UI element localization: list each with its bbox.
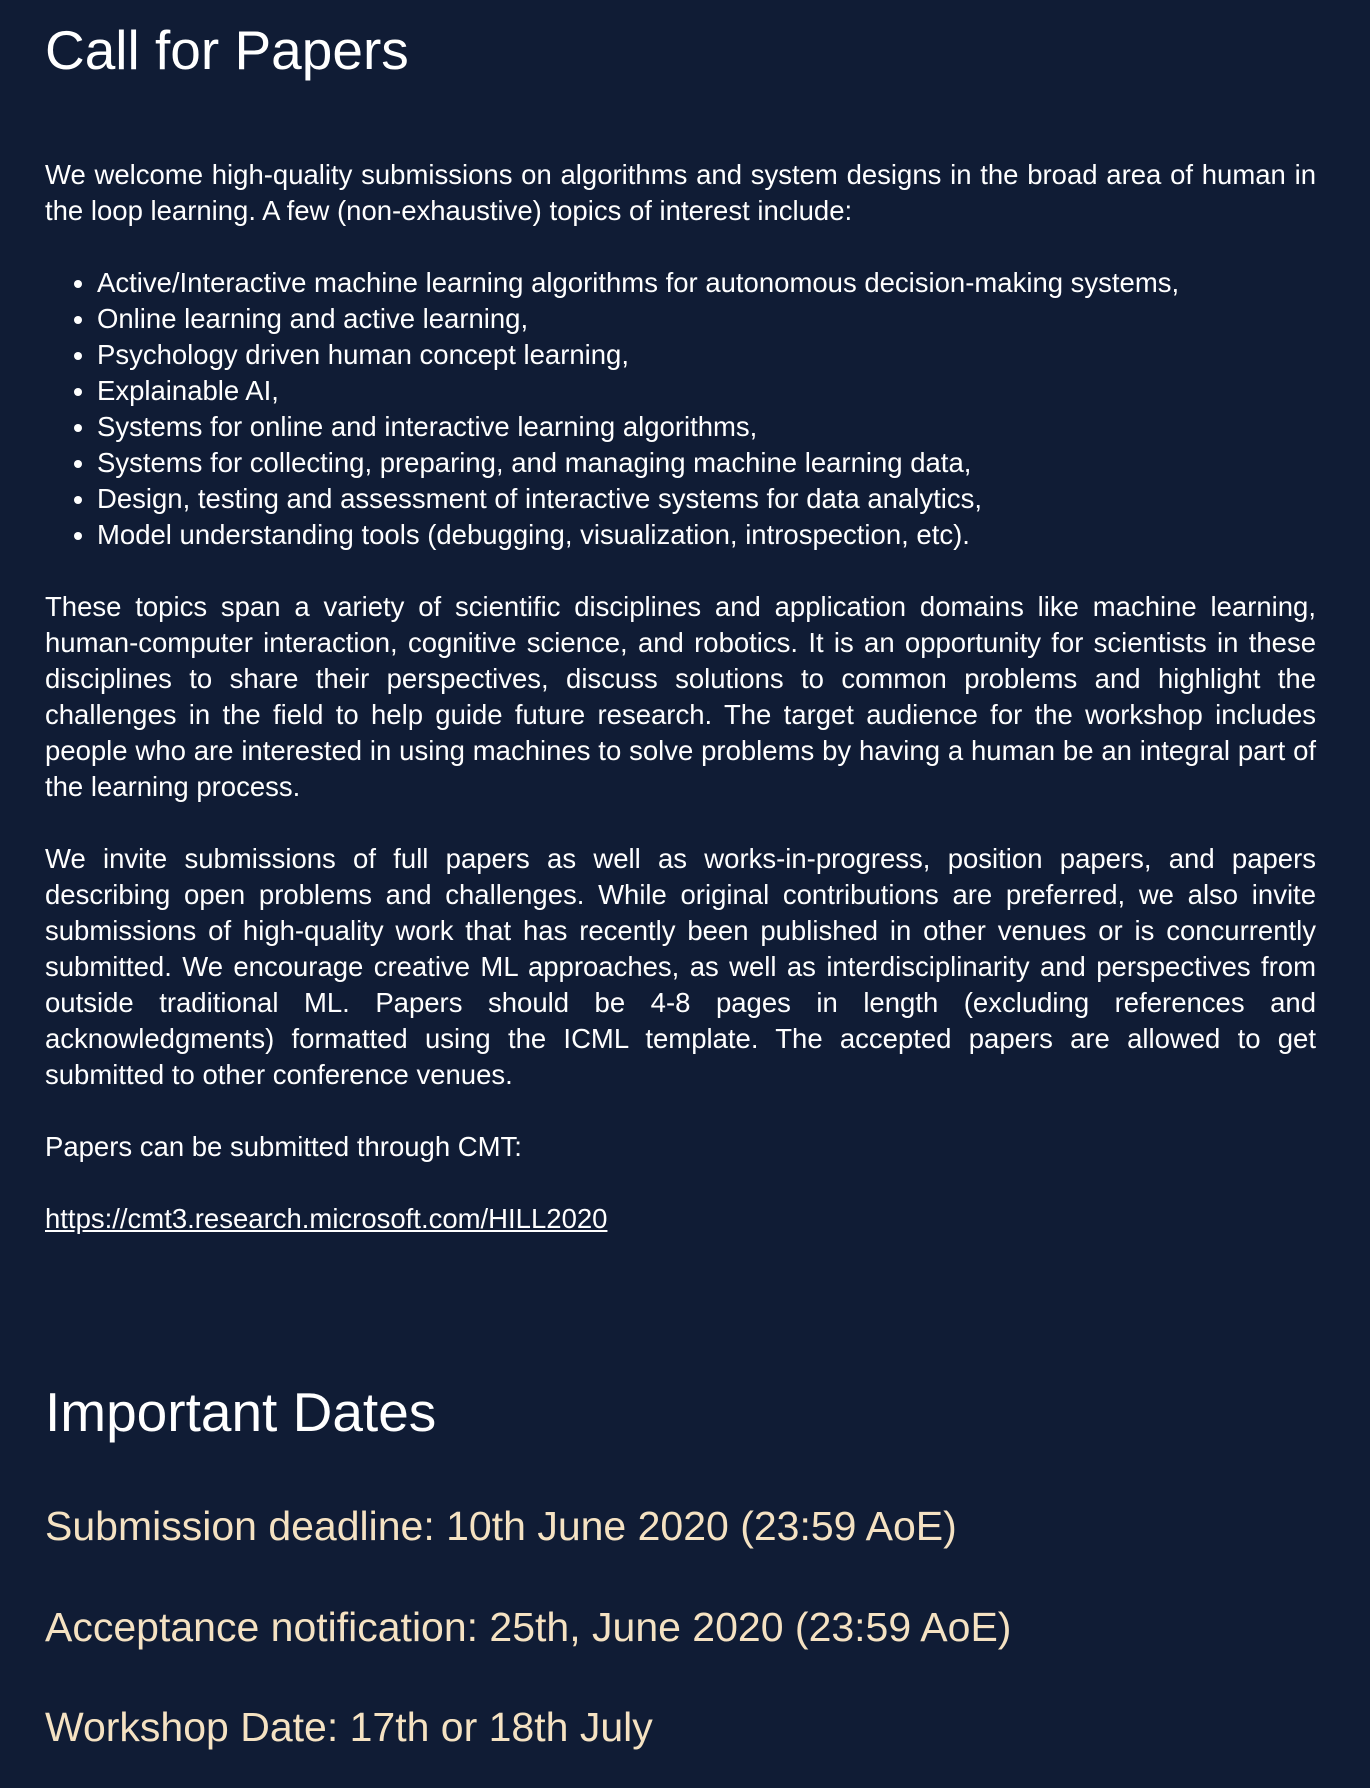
cmt-submission-link[interactable]: https://cmt3.research.microsoft.com/HILL2020: [45, 1203, 608, 1234]
topic-item: • Model understanding tools (debugging, visualization, introspection, etc).: [97, 517, 1316, 553]
call-for-papers-body: [45, 157, 1316, 1273]
topic-item: • Design, testing and assessment of interactive systems for data analytics,: [97, 481, 1316, 517]
scope-paragraph: These topics span a variety of scientific disciplines and application domains like machine learning, human-computer interaction, cognitive science, and robotics. It is an opportunity for scientists in these disciplines to share their perspectives, discuss solutions to common problems and highlight the challenges in the field to help guide future research. The target audience for the workshop includes people who are interested in using machines to solve problems by having a human be an integral part of the learning process.: [45, 591, 1316, 802]
call-for-papers-heading: Call for Papers: [45, 19, 409, 81]
topic-item: • Systems for collecting, preparing, and managing machine learning data,: [97, 445, 1316, 481]
topic-item: • Explainable AI,: [97, 373, 1316, 409]
topic-item: • Psychology driven human concept learning,: [97, 337, 1316, 373]
acceptance-notification: Acceptance notification: 25th, June 2020 (23:59 AoE): [45, 1604, 1012, 1650]
workshop-date: Workshop Date: 17th or 18th July: [45, 1704, 653, 1750]
submit-note: Papers can be submitted through CMT:: [45, 1131, 522, 1162]
topic-item: • Online learning and active learning,: [97, 301, 1316, 337]
submission-deadline: Submission deadline: 10th June 2020 (23:59 AoE): [45, 1503, 957, 1549]
intro-paragraph: We welcome high-quality submissions on algorithms and system designs in the broad area of human in the loop learning. A few (non-exhaustive) topics of interest include:: [45, 159, 1316, 226]
topic-item: • Systems for online and interactive learning algorithms,: [97, 409, 1316, 445]
important-dates-heading: Important Dates: [45, 1381, 437, 1443]
topic-item: • Active/Interactive machine learning algorithms for autonomous decision-making systems,: [97, 265, 1316, 301]
submit-link-line: [45, 1201, 1316, 1237]
topics-list: [45, 265, 1316, 553]
submissions-paragraph: We invite submissions of full papers as well as works-in-progress, position papers, and papers describing open problems and challenges. While original contributions are preferred, we also invite submissions of high-quality work that has recently been published in other venues or is concurrently submitted. We encourage creative ML approaches, as well as interdisciplinarity and perspectives from outside traditional ML. Papers should be 4-8 pages in length (excluding references and acknowledgments) formatted using the ICML template. The accepted papers are allowed to get submitted to other conference venues.: [45, 843, 1316, 1090]
